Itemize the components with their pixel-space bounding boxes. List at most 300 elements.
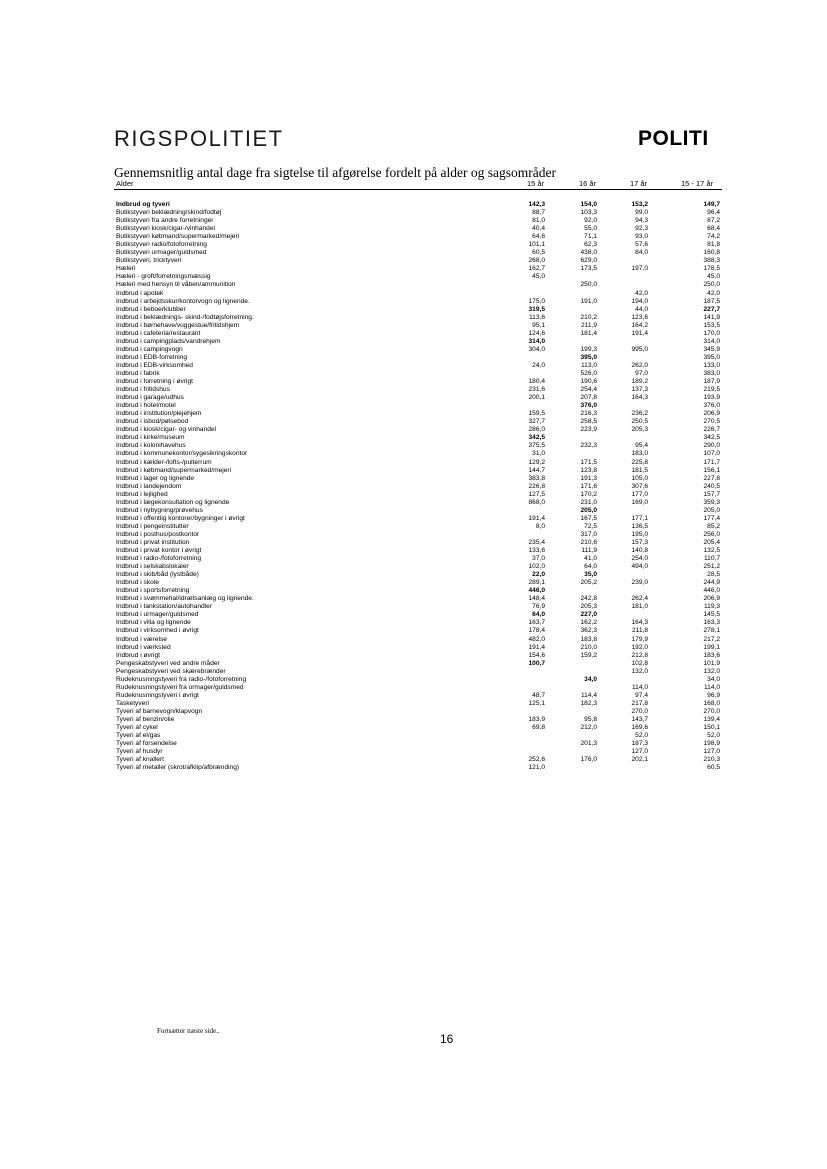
continues-note: Fortsætter næste side.. — [157, 1027, 220, 1035]
cell-c1: 69,8 — [532, 724, 545, 732]
row-label: Butikstyveri urmager/guldsmed — [116, 249, 207, 257]
row-label: Indbrud i arbejdsskur/kontorvogn og lignende. — [116, 297, 250, 305]
row-label: Indbrud i urmager/guldsmed — [116, 611, 199, 619]
cell-c4: 270,5 — [703, 418, 720, 426]
cell-c4: 210,3 — [703, 756, 720, 764]
cell-c1: 178,4 — [528, 627, 545, 635]
cell-c2: 191,3 — [580, 474, 597, 482]
cell-c3: 169,0 — [631, 498, 648, 506]
cell-c3: 140,8 — [631, 547, 648, 555]
row-label: Tasketyveri — [116, 699, 149, 707]
table-row — [114, 700, 722, 708]
table-row — [114, 652, 722, 660]
row-label: Butikstyveri, tricktyveri — [116, 257, 182, 265]
cell-c1: 95,1 — [532, 321, 545, 329]
cell-c2: 35,0 — [584, 571, 597, 579]
row-label: Butikstyveri beklædning/skind/fodtøj — [116, 209, 222, 217]
cell-c4: 114,0 — [703, 683, 720, 691]
cell-c3: 189,2 — [631, 378, 648, 386]
table-row — [114, 330, 722, 338]
cell-c3: 202,1 — [631, 756, 648, 764]
cell-c4: 227,8 — [703, 474, 720, 482]
table-row — [114, 579, 722, 587]
cell-c4: 150,1 — [703, 724, 720, 732]
cell-c3: 105,0 — [631, 474, 648, 482]
cell-c1: 191,4 — [528, 514, 545, 522]
row-label: Indbrud i skole — [116, 579, 159, 587]
cell-c4: 227,7 — [703, 305, 720, 313]
cell-c2: 55,0 — [584, 225, 597, 233]
table-row — [114, 555, 722, 563]
row-label: Indbrud i posthus/postkontor — [116, 530, 200, 538]
row-label: Butikstyveri kiosk/cigar-/vinhandel — [116, 225, 215, 233]
cell-c1: 113,6 — [528, 313, 545, 321]
cell-c1: 327,7 — [528, 418, 545, 426]
cell-c1: 133,6 — [528, 547, 545, 555]
rigspolitiet-logo: RIGSPOLITIET — [114, 126, 284, 151]
cell-c3: 195,0 — [631, 530, 648, 538]
row-label: Indbrud i privat kontor i øvrigt — [116, 547, 202, 555]
cell-c2: 92,0 — [584, 217, 597, 225]
cell-c2: 199,3 — [580, 345, 597, 353]
cell-c4: 45,0 — [707, 273, 720, 281]
cell-c4: 132,0 — [703, 667, 720, 675]
cell-c2: 362,3 — [580, 627, 597, 635]
table-row — [114, 281, 722, 289]
row-label: Indbrud i lejlighed — [116, 490, 168, 498]
row-label: Indbrud i isbod/pølsebod — [116, 418, 189, 426]
table-row — [114, 362, 722, 370]
cell-c2: 210,2 — [580, 313, 597, 321]
row-label: Indbrud i campingplads/vandrehjem — [116, 337, 221, 345]
row-label: Indbrud i værksted — [116, 643, 171, 651]
row-label: Indbrud i fritidshus — [116, 386, 170, 394]
row-label: Tyveri af barnevogn/klapvogn — [116, 707, 203, 715]
row-label: Indbrud i landejendom — [116, 482, 182, 490]
cell-c1: 100,7 — [528, 659, 545, 667]
cell-c3: 262,0 — [631, 361, 648, 369]
cell-c1: 154,6 — [528, 651, 545, 659]
cell-c4: 270,0 — [703, 707, 720, 715]
table-row — [114, 619, 722, 627]
row-label: Butikstyveri købmand/supermarked/mejeri — [116, 233, 240, 241]
row-label: Indbrud i EDB-virksomhed — [116, 361, 193, 369]
table-row — [114, 426, 722, 434]
cell-c4: 160,8 — [703, 249, 720, 257]
row-label: Indbrud i skib/båd (lystbåde) — [116, 571, 199, 579]
row-label: Indbrud i privat institution — [116, 538, 190, 546]
cell-c3: 136,5 — [631, 522, 648, 530]
cell-c3: 192,0 — [631, 643, 648, 651]
cell-c3: 164,3 — [631, 619, 648, 627]
table-row — [114, 515, 722, 523]
table-row — [114, 402, 722, 410]
cell-c1: 163,7 — [528, 619, 545, 627]
cell-c2: 205,3 — [580, 603, 597, 611]
row-label: Tyveri af cykel — [116, 724, 158, 732]
cell-c2: 212,0 — [580, 724, 597, 732]
table-row — [114, 636, 722, 644]
cell-c2: 376,0 — [580, 402, 597, 410]
cell-c3: 123,6 — [631, 313, 648, 321]
cell-c2: 191,0 — [580, 297, 597, 305]
cell-c2: 114,4 — [580, 691, 597, 699]
cell-c4: 149,7 — [703, 201, 720, 208]
cell-c2: 41,0 — [584, 555, 597, 563]
cell-c4: 171,7 — [703, 458, 720, 466]
cell-c4: 226,7 — [703, 426, 720, 434]
table-row — [114, 595, 722, 603]
table-row — [114, 314, 722, 322]
cell-c3: 177,0 — [631, 490, 648, 498]
cell-c1: 24,0 — [532, 361, 545, 369]
table-row — [114, 459, 722, 467]
cell-c4: 81,8 — [707, 241, 720, 249]
row-label: Indbrud i EDB-forretning — [116, 353, 188, 361]
cell-c4: 101,9 — [703, 659, 720, 667]
table-row — [114, 467, 722, 475]
cell-c3: 250,5 — [631, 418, 648, 426]
cell-c3: 181,5 — [631, 466, 648, 474]
cell-c4: 170,0 — [703, 329, 720, 337]
cell-c2: 159,2 — [580, 651, 597, 659]
table-row — [114, 225, 722, 233]
cell-c1: 231,6 — [528, 386, 545, 394]
row-label: Indbrud i lægekonsultation og lignende — [116, 498, 230, 506]
cell-c4: 342,5 — [703, 434, 720, 442]
cell-c3: 52,0 — [635, 732, 648, 740]
cell-c4: 28,5 — [707, 571, 720, 579]
table-row — [114, 322, 722, 330]
page-number: 16 — [440, 1032, 454, 1046]
cell-c3: 157,3 — [631, 538, 648, 546]
cell-c2: 111,9 — [581, 547, 597, 555]
cell-c3: 211,8 — [631, 627, 648, 635]
cell-c2: 103,3 — [580, 209, 597, 217]
table-row — [114, 338, 722, 346]
cell-c4: 183,6 — [703, 651, 720, 659]
cell-c3: 93,0 — [635, 233, 648, 241]
cell-c4: 383,0 — [703, 369, 720, 377]
table-row — [114, 748, 722, 756]
cell-c3: 494,0 — [631, 563, 648, 571]
cell-c2: 181,4 — [580, 329, 597, 337]
cell-c3: 99,0 — [635, 209, 648, 217]
table-row — [114, 668, 722, 676]
cell-c1: 314,0 — [528, 337, 545, 345]
table-row — [114, 418, 722, 426]
cell-c4: 388,3 — [703, 257, 720, 265]
row-label: Indbrud i fabrik — [116, 369, 160, 377]
cell-c1: 159,5 — [528, 410, 545, 418]
cell-c2: 34,0 — [584, 675, 597, 683]
row-label: Indbrud i kommunekontor/sygesikringskontor — [116, 450, 248, 458]
cell-c4: 145,5 — [703, 611, 720, 619]
row-label: Tyveri af husdyr — [116, 748, 163, 756]
cell-c3: 137,3 — [631, 386, 648, 394]
table-row — [114, 410, 722, 418]
cell-c2: 123,8 — [580, 466, 597, 474]
cell-c4: 446,0 — [703, 587, 720, 595]
row-label: Indbrud i selskabslokaler — [116, 563, 189, 571]
cell-c2: 190,6 — [580, 378, 597, 386]
cell-c3: 225,8 — [631, 458, 648, 466]
cell-c3: 179,9 — [631, 635, 648, 643]
row-label: Indbrud i nybygning/prøvehus — [116, 506, 203, 514]
cell-c2: 438,0 — [580, 249, 597, 257]
cell-c4: 107,0 — [703, 450, 720, 458]
cell-c4: 345,9 — [703, 345, 720, 353]
row-label: Indbrud i kiosk/cigar- og vinhandel — [116, 426, 217, 434]
cell-c1: 22,0 — [532, 571, 545, 579]
cell-c1: 8,0 — [535, 522, 545, 530]
table-row — [114, 740, 722, 748]
cell-c2: 242,8 — [580, 595, 597, 603]
table-row — [114, 378, 722, 386]
table-row — [114, 499, 722, 507]
cell-c2: 171,6 — [580, 482, 597, 490]
cell-c1: 304,0 — [528, 345, 545, 353]
cell-c4: 34,0 — [707, 675, 720, 683]
table-row — [114, 724, 722, 732]
cell-c1: 191,4 — [528, 643, 545, 651]
cell-c3: 239,0 — [631, 579, 648, 587]
cell-c4: 187,9 — [703, 378, 720, 386]
row-label: Hæleri — [116, 265, 136, 273]
table-row — [114, 644, 722, 652]
row-label: Indbrud i værelse — [116, 635, 167, 643]
politi-logo: POLITI — [638, 127, 709, 150]
row-label: Indbrud og tyveri — [116, 201, 170, 208]
cell-c3: 212,8 — [631, 651, 648, 659]
cell-c3: 94,3 — [635, 217, 648, 225]
row-label: Tyveri af benzin/olie — [116, 716, 175, 723]
row-label: Indbrud i offentlig kontorer/bygninger i øvrigt — [116, 514, 245, 522]
cell-c3: 97,0 — [635, 369, 648, 377]
row-label: Indbrud i beboerklubber — [116, 305, 186, 313]
cell-c1: 40,4 — [532, 225, 545, 233]
cell-c3: 92,3 — [635, 225, 648, 233]
cell-c3: 84,0 — [635, 249, 648, 257]
row-label: Indbrud i apotek — [116, 289, 164, 297]
cell-c1: 148,4 — [528, 595, 545, 603]
data-table — [114, 201, 722, 772]
table-row — [114, 249, 722, 257]
cell-c4: 132,5 — [703, 547, 720, 555]
cell-c4: 85,2 — [707, 522, 720, 530]
cell-c4: 314,0 — [703, 337, 720, 345]
cell-c2: 170,2 — [580, 490, 597, 498]
cell-c4: 219,5 — [703, 386, 720, 394]
cell-c2: 232,3 — [580, 442, 597, 450]
table-row — [114, 241, 722, 249]
cell-c4: 139,4 — [703, 716, 720, 723]
cell-c3: 217,8 — [631, 699, 648, 707]
row-label: Indbrud i kælder-/lofts-/pulterrum — [116, 458, 212, 466]
row-label: Indbrud i virksomhed i øvrigt — [116, 627, 199, 635]
cell-c4: 110,7 — [703, 555, 720, 563]
cell-c4: 187,5 — [703, 297, 720, 305]
row-label: Hæleri med hensyn til våben/ammunition — [116, 281, 236, 289]
cell-c2: 254,4 — [580, 386, 597, 394]
cell-c3: 44,0 — [635, 305, 648, 313]
row-label: Indbrud i købmand/supermarked/mejeri — [116, 466, 232, 474]
column-header-15-17: 15 - 17 år — [681, 179, 714, 188]
cell-c2: 210,0 — [580, 643, 597, 651]
cell-c4: 278,1 — [703, 627, 720, 635]
cell-c2: 113,0 — [580, 361, 597, 369]
row-label: Tyveri af knallert — [116, 756, 165, 764]
cell-c1: 102,0 — [528, 563, 545, 571]
cell-c1: 64,0 — [532, 611, 545, 619]
cell-c4: 240,5 — [703, 482, 720, 490]
table-row — [114, 386, 722, 394]
cell-c1: 124,6 — [528, 329, 545, 337]
table-row — [114, 708, 722, 716]
cell-c3: 270,0 — [631, 707, 648, 715]
cell-c2: 72,5 — [584, 522, 597, 530]
column-header-age: Alder — [116, 179, 134, 188]
cell-c4: 141,9 — [703, 313, 720, 321]
cell-c2: 211,9 — [580, 321, 597, 329]
cell-c1: 125,1 — [528, 699, 545, 707]
cell-c2: 231,0 — [580, 498, 597, 506]
table-row — [114, 354, 722, 362]
cell-c4: 157,7 — [703, 490, 720, 498]
table-row — [114, 587, 722, 595]
row-label: Hæleri - groft/forretningsmæssig — [116, 273, 211, 281]
cell-c1: 76,9 — [532, 603, 545, 611]
cell-c4: 52,0 — [707, 732, 720, 740]
table-row — [114, 732, 722, 740]
cell-c3: 205,3 — [631, 426, 648, 434]
cell-c2: 526,0 — [580, 369, 597, 377]
table-row — [114, 233, 722, 241]
table-row — [114, 539, 722, 547]
cell-c4: 199,1 — [703, 643, 720, 651]
table-row — [114, 394, 722, 402]
cell-c3: 42,0 — [635, 289, 648, 297]
cell-c4: 205,0 — [703, 506, 720, 514]
cell-c4: 193,9 — [703, 394, 720, 402]
table-row — [114, 523, 722, 531]
cell-c3: 197,0 — [631, 265, 648, 273]
cell-c4: 251,2 — [703, 563, 720, 571]
cell-c1: 286,0 — [528, 426, 545, 434]
cell-c3: 191,4 — [631, 329, 648, 337]
column-header-16: 16 år — [579, 179, 597, 188]
table-row — [114, 571, 722, 579]
cell-c4: 127,0 — [703, 748, 720, 756]
cell-c3: 97,4 — [635, 691, 648, 699]
cell-c4: 206,9 — [703, 595, 720, 603]
cell-c2: 223,9 — [580, 426, 597, 434]
cell-c1: 88,7 — [532, 209, 545, 217]
cell-c2: 183,8 — [580, 635, 597, 643]
page-title: Gennemsnitlig antal dage fra sigtelse til afgørelse fordelt på alder og sagsområder — [114, 165, 556, 180]
cell-c4: 217,2 — [703, 635, 720, 643]
cell-c4: 133,0 — [703, 361, 720, 369]
row-label: Tyveri af forsendelse — [116, 740, 177, 748]
cell-c1: 342,5 — [528, 434, 545, 442]
cell-c1: 81,0 — [532, 217, 545, 225]
table-row — [114, 491, 722, 499]
cell-c1: 268,0 — [528, 257, 545, 265]
cell-c2: 62,3 — [584, 241, 597, 249]
table-row — [114, 290, 722, 298]
cell-c2: 210,6 — [580, 538, 597, 546]
row-label: Butikstyveri radio/fotoforretning — [116, 241, 207, 249]
row-label: Butikstyveri fra andre forretninger — [116, 217, 214, 225]
table-row — [114, 475, 722, 483]
row-label: Indbrud i garage/udhus — [116, 394, 184, 402]
row-label: Rudeknusningstyveri fra radio-/fotoforretning — [116, 675, 247, 683]
cell-c2: 201,3 — [580, 740, 597, 748]
cell-c1: 45,0 — [532, 273, 545, 281]
table-row — [114, 716, 722, 724]
cell-c1: 226,8 — [528, 482, 545, 490]
cell-c4: 256,0 — [703, 530, 720, 538]
cell-c4: 60,5 — [707, 764, 720, 772]
cell-c3: 153,2 — [631, 201, 648, 208]
table-row — [114, 201, 722, 209]
table-row — [114, 209, 722, 217]
cell-c4: 156,1 — [703, 466, 720, 474]
cell-c2: 258,5 — [580, 418, 597, 426]
cell-c1: 319,5 — [528, 305, 545, 313]
table-row — [114, 507, 722, 515]
cell-c1: 252,6 — [528, 756, 545, 764]
cell-c1: 289,1 — [528, 579, 545, 587]
row-label: Indbrud i kolonihavehus — [116, 442, 186, 450]
cell-c3: 95,4 — [635, 442, 648, 450]
row-label: Indbrud i børnehave/vuggestue/fritidshjem — [116, 321, 240, 329]
cell-c4: 244,9 — [703, 579, 720, 587]
table-row — [114, 298, 722, 306]
cell-c1: 121,0 — [528, 764, 545, 772]
cell-c3: 164,2 — [631, 321, 648, 329]
cell-c4: 290,0 — [703, 442, 720, 450]
table-row — [114, 306, 722, 314]
cell-c1: 48,7 — [532, 691, 545, 699]
table-row — [114, 346, 722, 354]
cell-c1: 235,4 — [528, 538, 545, 546]
cell-c1: 375,5 — [528, 442, 545, 450]
table-row — [114, 692, 722, 700]
cell-c4: 198,9 — [703, 740, 720, 748]
cell-c1: 60,5 — [532, 249, 545, 257]
cell-c4: 96,9 — [707, 691, 720, 699]
table-row — [114, 531, 722, 539]
row-label: Indbrud i institution/plejehjem — [116, 410, 202, 418]
cell-c2: 205,0 — [580, 506, 597, 514]
cell-c4: 119,3 — [703, 603, 720, 611]
cell-c2: 395,0 — [580, 353, 597, 361]
row-label: Indbrud i kirke/museum — [116, 434, 185, 442]
cell-c3: 57,6 — [635, 241, 648, 249]
cell-c2: 216,3 — [580, 410, 597, 418]
table-row — [114, 603, 722, 611]
row-label: Tyveri af metaller (skrot/afklip/afbrænding) — [116, 764, 240, 772]
cell-c2: 182,3 — [580, 699, 597, 707]
cell-c4: 250,0 — [703, 281, 720, 289]
table-row — [114, 265, 722, 273]
cell-c2: 154,0 — [580, 201, 597, 208]
cell-c2: 227,0 — [580, 611, 597, 619]
row-label: Tyveri af el/gas — [116, 732, 161, 740]
cell-c3: 169,6 — [631, 724, 648, 732]
cell-c4: 376,0 — [703, 402, 720, 410]
